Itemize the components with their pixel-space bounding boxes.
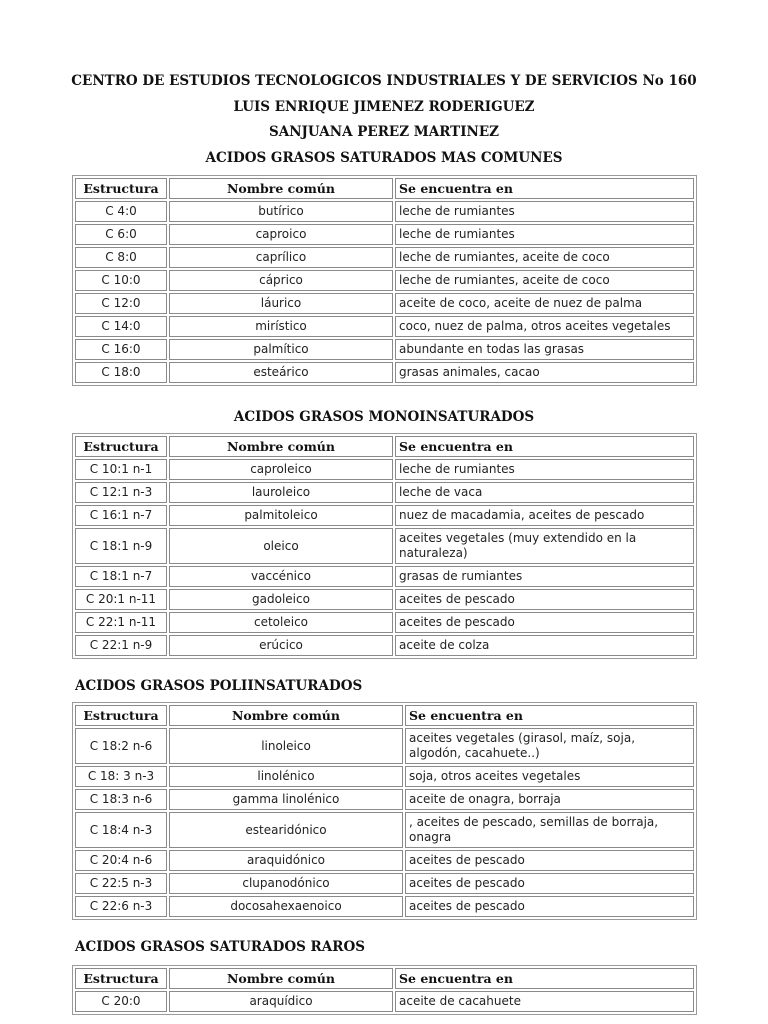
- table-monoinsaturados: [72, 433, 697, 659]
- cell-encuentra: coco, nuez de palma, otros aceites vegetales: [395, 316, 694, 337]
- table-row: [75, 224, 694, 245]
- section-title-poliinsaturados: ACIDOS GRASOS POLIINSATURADOS: [75, 678, 363, 694]
- table-header-row: [75, 178, 694, 199]
- cell-encuentra: aceites de pescado: [405, 896, 694, 917]
- cell-estructura: C 20:0: [75, 991, 167, 1012]
- cell-encuentra: leche de vaca: [395, 482, 694, 503]
- table-row: [75, 270, 694, 291]
- cell-nombre: esteárico: [169, 362, 393, 383]
- table-header-row: [75, 436, 694, 457]
- col-header-encuentra: Se encuentra en: [405, 705, 694, 726]
- cell-estructura: C 8:0: [75, 247, 167, 268]
- col-header-nombre: Nombre común: [169, 705, 403, 726]
- cell-estructura: C 20:1 n-11: [75, 589, 167, 610]
- cell-estructura: C 22:1 n-9: [75, 635, 167, 656]
- cell-nombre: erúcico: [169, 635, 393, 656]
- cell-estructura: C 18:1 n-7: [75, 566, 167, 587]
- cell-nombre: mirístico: [169, 316, 393, 337]
- cell-estructura: C 12:0: [75, 293, 167, 314]
- cell-encuentra: nuez de macadamia, aceites de pescado: [395, 505, 694, 526]
- table-row: [75, 247, 694, 268]
- cell-nombre: linoleico: [169, 728, 403, 764]
- cell-estructura: C 18:4 n-3: [75, 812, 167, 848]
- cell-nombre: linolénico: [169, 766, 403, 787]
- cell-estructura: C 12:1 n-3: [75, 482, 167, 503]
- cell-encuentra: aceites de pescado: [405, 873, 694, 894]
- table-row: [75, 482, 694, 503]
- section-title-saturados: ACIDOS GRASOS SATURADOS MAS COMUNES: [205, 150, 563, 166]
- cell-nombre: oleico: [169, 528, 393, 564]
- col-header-estructura: Estructura: [75, 178, 167, 199]
- table-header-row: [75, 705, 694, 726]
- cell-estructura: C 16:1 n-7: [75, 505, 167, 526]
- section-title-raros: ACIDOS GRASOS SATURADOS RAROS: [75, 939, 365, 955]
- col-header-nombre: Nombre común: [169, 178, 393, 199]
- cell-nombre: palmítico: [169, 339, 393, 360]
- cell-encuentra: leche de rumiantes, aceite de coco: [395, 247, 694, 268]
- table-row: [75, 896, 694, 917]
- table-row: [75, 873, 694, 894]
- cell-encuentra: leche de rumiantes: [395, 224, 694, 245]
- cell-estructura: C 14:0: [75, 316, 167, 337]
- cell-estructura: C 4:0: [75, 201, 167, 222]
- cell-nombre: gamma linolénico: [169, 789, 403, 810]
- cell-nombre: láurico: [169, 293, 393, 314]
- cell-nombre: araquídico: [169, 991, 393, 1012]
- cell-nombre: palmitoleico: [169, 505, 393, 526]
- cell-estructura: C 22:1 n-11: [75, 612, 167, 633]
- cell-encuentra: aceites de pescado: [395, 612, 694, 633]
- table-saturados: [72, 175, 697, 386]
- cell-estructura: C 6:0: [75, 224, 167, 245]
- section-title-monoinsaturados: ACIDOS GRASOS MONOINSATURADOS: [233, 409, 535, 425]
- cell-nombre: caproleico: [169, 459, 393, 480]
- cell-encuentra: leche de rumiantes: [395, 459, 694, 480]
- table-row: [75, 293, 694, 314]
- table-row: [75, 589, 694, 610]
- cell-nombre: butírico: [169, 201, 393, 222]
- col-header-encuentra: Se encuentra en: [395, 968, 694, 989]
- table-row: [75, 201, 694, 222]
- author-2: SANJUANA PEREZ MARTINEZ: [268, 124, 500, 140]
- table-row: [75, 528, 694, 564]
- table-row: [75, 635, 694, 656]
- cell-estructura: C 10:1 n-1: [75, 459, 167, 480]
- cell-encuentra: leche de rumiantes, aceite de coco: [395, 270, 694, 291]
- col-header-nombre: Nombre común: [169, 436, 393, 457]
- col-header-encuentra: Se encuentra en: [395, 178, 694, 199]
- table-row: [75, 459, 694, 480]
- col-header-encuentra: Se encuentra en: [395, 436, 694, 457]
- cell-estructura: C 22:6 n-3: [75, 896, 167, 917]
- cell-estructura: C 10:0: [75, 270, 167, 291]
- cell-nombre: cetoleico: [169, 612, 393, 633]
- cell-encuentra: leche de rumiantes: [395, 201, 694, 222]
- table-row: [75, 566, 694, 587]
- cell-nombre: clupanodónico: [169, 873, 403, 894]
- cell-estructura: C 16:0: [75, 339, 167, 360]
- cell-encuentra: abundante en todas las grasas: [395, 339, 694, 360]
- table-raros: [72, 965, 697, 1015]
- cell-encuentra: grasas de rumiantes: [395, 566, 694, 587]
- col-header-estructura: Estructura: [75, 705, 167, 726]
- table-row: [75, 339, 694, 360]
- table-row: [75, 362, 694, 383]
- table-row: [75, 991, 694, 1012]
- table-header-row: [75, 968, 694, 989]
- cell-nombre: vaccénico: [169, 566, 393, 587]
- cell-nombre: caprílico: [169, 247, 393, 268]
- table-row: [75, 612, 694, 633]
- col-header-nombre: Nombre común: [169, 968, 393, 989]
- cell-estructura: C 22:5 n-3: [75, 873, 167, 894]
- table-row: [75, 505, 694, 526]
- cell-encuentra: aceites vegetales (muy extendido en la naturaleza): [395, 528, 694, 564]
- cell-encuentra: grasas animales, cacao: [395, 362, 694, 383]
- school-title: CENTRO DE ESTUDIOS TECNOLOGICOS INDUSTRIALES Y DE SERVICIOS No 160: [71, 73, 697, 89]
- cell-nombre: docosahexaenoico: [169, 896, 403, 917]
- author-1: LUIS ENRIQUE JIMENEZ RODERIGUEZ: [233, 99, 535, 115]
- table-row: [75, 850, 694, 871]
- cell-estructura: C 18: 3 n-3: [75, 766, 167, 787]
- cell-nombre: lauroleico: [169, 482, 393, 503]
- table-row: [75, 766, 694, 787]
- table-row: [75, 812, 694, 848]
- cell-nombre: araquidónico: [169, 850, 403, 871]
- col-header-estructura: Estructura: [75, 968, 167, 989]
- cell-encuentra: aceite de onagra, borraja: [405, 789, 694, 810]
- cell-encuentra: aceites de pescado: [395, 589, 694, 610]
- cell-estructura: C 18:2 n-6: [75, 728, 167, 764]
- cell-encuentra: aceite de coco, aceite de nuez de palma: [395, 293, 694, 314]
- cell-encuentra: aceites vegetales (girasol, maíz, soja, algodón, cacahuete..): [405, 728, 694, 764]
- table-row: [75, 728, 694, 764]
- table-row: [75, 316, 694, 337]
- cell-estructura: C 18:3 n-6: [75, 789, 167, 810]
- cell-encuentra: , aceites de pescado, semillas de borraja, onagra: [405, 812, 694, 848]
- cell-encuentra: aceite de cacahuete: [395, 991, 694, 1012]
- table-row: [75, 789, 694, 810]
- cell-nombre: cáprico: [169, 270, 393, 291]
- cell-encuentra: soja, otros aceites vegetales: [405, 766, 694, 787]
- cell-estructura: C 18:0: [75, 362, 167, 383]
- table-poliinsaturados: [72, 702, 697, 920]
- cell-estructura: C 20:4 n-6: [75, 850, 167, 871]
- cell-nombre: caproico: [169, 224, 393, 245]
- cell-nombre: gadoleico: [169, 589, 393, 610]
- cell-encuentra: aceite de colza: [395, 635, 694, 656]
- cell-encuentra: aceites de pescado: [405, 850, 694, 871]
- cell-nombre: estearidónico: [169, 812, 403, 848]
- col-header-estructura: Estructura: [75, 436, 167, 457]
- cell-estructura: C 18:1 n-9: [75, 528, 167, 564]
